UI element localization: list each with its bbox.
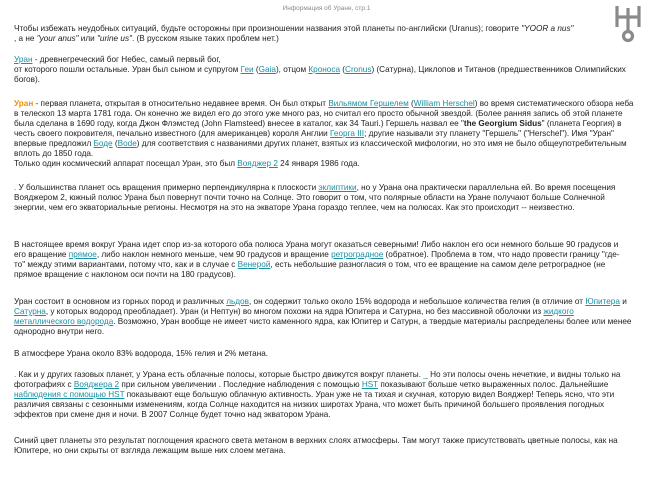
text: 24 января 1986 года. (277, 159, 360, 168)
text: ( (253, 65, 259, 74)
pronunciation-wrong-2: "urine us" (97, 34, 132, 43)
link-voyager-2[interactable]: Вояджер 2 (237, 159, 278, 168)
link-voyager-2-photos[interactable]: Вояджера 2 (73, 380, 120, 389)
link-ecliptic[interactable]: эклиптики (318, 183, 357, 192)
text: Уран состоит в основном из горных пород и различных (14, 297, 227, 306)
text: показывают еще большую облачную активность. Уран уже не та тихая и скучная, которую видел Вояджер! Теперь ясно, что эти различия связаны с сезонными изменениям, когда Солнце находится на низких широтах Урана, что может быть причиной большего проявления погодных эффектов при смене дня и ночи. В 2007 Солнце будет точно над экватором Урана. (14, 390, 615, 419)
composition-paragraph (14, 297, 632, 337)
pronunciation-wrong-1: "your anus" (36, 34, 79, 43)
anchor-dot: . (14, 370, 17, 379)
text: от которого пошли остальные. Уран был сыном и супругом (14, 65, 241, 74)
text: - первая планета, открытая в относительно недавнее время. Он был открыт (33, 99, 329, 108)
color-paragraph (14, 436, 639, 456)
poles-paragraph (14, 240, 629, 280)
link-william-herschel[interactable]: William Herschel (413, 99, 475, 108)
link-kronos-ru[interactable]: Кроноса (308, 65, 341, 74)
link-venus[interactable]: Венерой (237, 260, 271, 269)
text: У большинства планет ось вращения примерно перпендикулярна к плоскости (16, 183, 319, 192)
text: ), отцом (275, 65, 309, 74)
link-bode-ru[interactable]: Боде (93, 139, 113, 148)
mythology-paragraph (14, 55, 639, 85)
text: при сильном увеличении . Последние наблюдения с помощью (119, 380, 362, 389)
link-saturn[interactable]: Сатурна (14, 307, 46, 316)
link-prograde[interactable]: прямое (68, 250, 97, 259)
text: ; другие называли эту планету "Гершель" ("Herschel"). Имя "Уран" впервые предложил (14, 129, 614, 148)
text: , а не (14, 34, 37, 43)
text: ( (340, 65, 346, 74)
anchor-underscore: _ (423, 370, 428, 379)
text: (обратное). Проблема в том, что надо провести границу "где-то" между этими вариантами, потому что, как и в случае с (14, 250, 620, 269)
link-retrograde[interactable]: ретроградное (331, 250, 384, 259)
link-uran[interactable]: Уран (14, 55, 33, 64)
link-cronus[interactable]: Cronus (345, 65, 372, 74)
text: . (В русском языке таких проблем нет.) (131, 34, 279, 43)
uranus-symbol-icon (614, 3, 642, 43)
link-george-iii[interactable]: Георга III (330, 129, 365, 138)
text: , но у Урана она практически параллельна ей. Во время посещения Вояджером 2, южный полюс Урана был повернут почти точно на Солнце. Это говорит о том, что полярные области на Уране получают больше Солнечной энергии, чем его экваториальные регионы. Несмотря на это на экваторе Урана гораздо теплее, чем на полюсах. Как это происходит -- неизвестно. (14, 183, 616, 212)
text: показывают больше четко выраженных полос. Дальнейшие (378, 380, 609, 389)
text: " (планета Георгия) в честь своего покровителя, печально известного (для американцев) короля Англии (14, 119, 622, 138)
link-gaia-ru[interactable]: Геи (240, 65, 254, 74)
text: Но эти полосы очень нечеткие, и видны только на фотографиях с (14, 370, 621, 389)
pronunciation-correct: "YOOR a nus" (521, 24, 574, 33)
text: ) (Сатурна), Циклопов и Титанов (предшественников Олимпийских богов). (14, 65, 626, 84)
text: , либо наклон немного меньше, чем 90 градусов и вращение (96, 250, 332, 259)
link-bode[interactable]: Bode (117, 139, 137, 148)
text: или (78, 34, 97, 43)
anchor-dot: . (14, 183, 17, 192)
link-hst-observations[interactable]: наблюдения с помощью HST (14, 390, 125, 399)
text: ) для соответствия с названиями других планет, взятых из классической мифологии, но это имя не было общеупотребительным вплоть до 1850 года. (14, 139, 627, 158)
link-metallic-hydrogen[interactable]: жидкого металлического водорода (14, 307, 574, 326)
rotation-paragraph (14, 183, 624, 213)
georgium-sidus: the Georgium Sidus (463, 119, 542, 128)
text: , он содержит только около 15% водорода и небольшое количества гелия (в отличие от (248, 297, 586, 306)
link-jupiter[interactable]: Юпитера (585, 297, 620, 306)
text: ) во время систематического обзора неба в телескоп 13 марта 1781 года. Он конечно же видел его до этого уже много раз, но считал его просто обычной звездой. (Более ранняя запись об этой планете была сделана в 1690 году, когда Джон Флэмстед (John Flamsteed) внесее в каталог, как 34 Tauri.) Гершель назвал ее " (14, 99, 634, 128)
text: Только один космический аппарат посещал Уран, это был (14, 159, 238, 168)
atmosphere-paragraph (14, 349, 614, 359)
link-hst[interactable]: HST (361, 380, 379, 389)
text: , у которых водород преобладает). Уран (и Нептун) во многом похожи на ядра Юпитера и Сатурна, но без массивной оболочки из (45, 307, 544, 316)
link-gaia[interactable]: Gaia (258, 65, 276, 74)
page-header: Информация об Уране, стр.1 (282, 5, 371, 12)
link-herschel-ru[interactable]: Вильямом Гершелем (328, 99, 409, 108)
text: - древнегреческий бог Небес, самый первый бог, (32, 55, 221, 64)
text: Чтобы избежать неудобных ситуаций, будьте осторожны при произношении названия этой планеты по-английски (Uranus); говорите (14, 24, 522, 33)
highlight-uran: Уран (14, 99, 34, 108)
text: Как и у других газовых планет, у Урана есть облачные полосы, которые быстро движутся вокруг планеты. (16, 370, 424, 379)
text: В атмосфере Урана около 83% водорода, 15% гелия и 2% метана. (14, 349, 269, 358)
clouds-paragraph (14, 370, 629, 420)
text: В настоящее время вокруг Урана идет спор из-за которого оба полюса Урана могут оказаться северными! Либо наклон его оси немного больше 90 градусов и его вращение (14, 240, 619, 259)
discovery-paragraph (14, 99, 639, 169)
link-ices[interactable]: льдов (226, 297, 249, 306)
text: и (619, 297, 627, 306)
text: ( (408, 99, 414, 108)
text: ( (112, 139, 118, 148)
text: Синий цвет планеты это результат поглощения красного света метаном в верхних слоях атмосферы. Там могут также присутствовать цветные полосы, как на Юпитере, но они скрыты от взгляда лежащим выше них слоем метана. (14, 436, 618, 455)
text: , есть небольшие разногласия о том, что ее вращение на самом деле ретроградное (не прямое вращение с наклоном оси почти на 180 градусов). (14, 260, 606, 279)
intro-paragraph (14, 24, 574, 44)
text: . Возможно, Уран вообще не имеет чисто каменного ядра, как Юпитер и Сатурн, а твердые материалы распределены более или менее однородно внутри него. (14, 317, 632, 336)
